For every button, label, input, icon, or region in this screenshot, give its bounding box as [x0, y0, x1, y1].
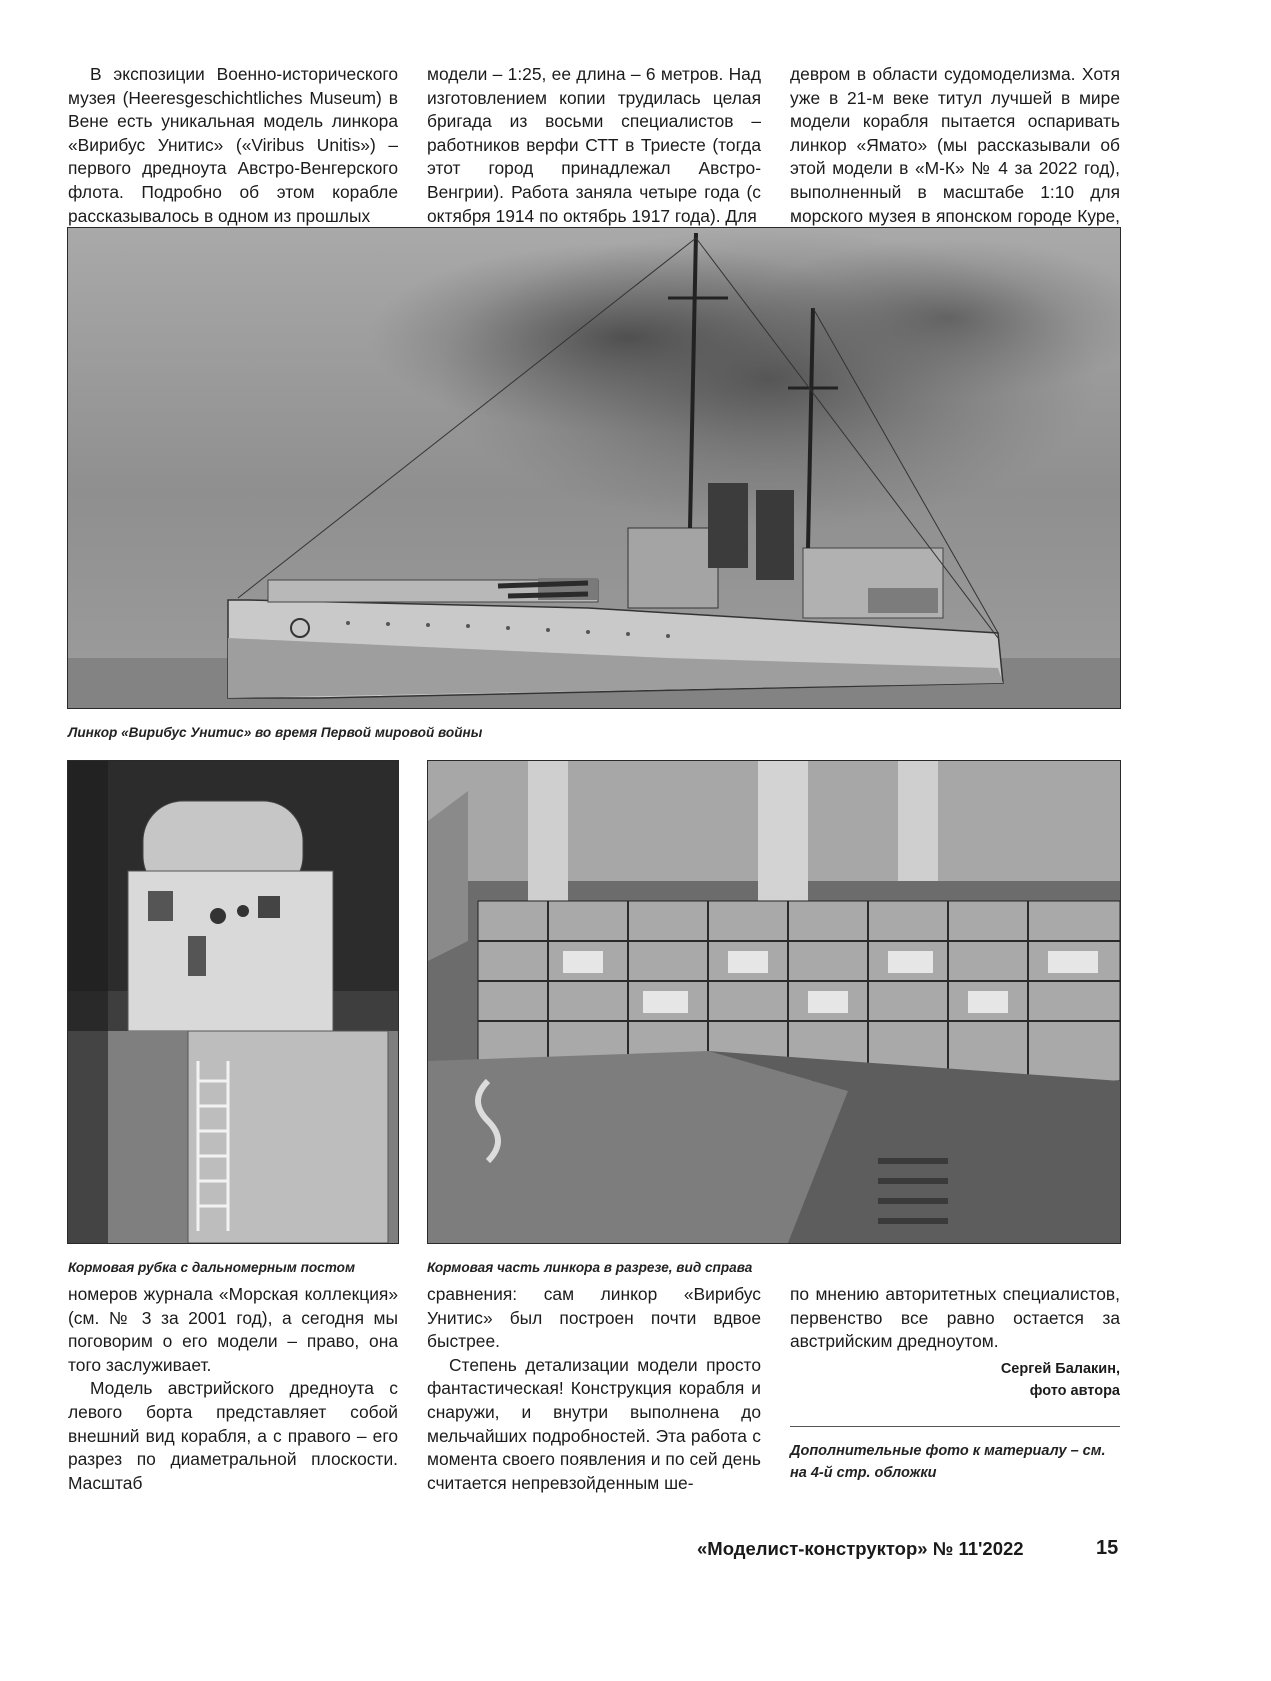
bottom-column-3 — [790, 1283, 1120, 1402]
top-column-1 — [68, 63, 398, 228]
photo-credit: фото автора — [1029, 1382, 1120, 1399]
top-column-2 — [427, 63, 761, 228]
author-name: Сергей Балакин, — [1000, 1360, 1120, 1377]
magazine-issue: «Моделист-конструктор» № 11'2022 — [697, 1538, 1024, 1559]
bottom-column-2-paragraph-1: сравнения: сам линкор «Вирибус Унитис» был построен почти вдвое быстрее. — [427, 1284, 761, 1352]
top-column-1-text: В экспозиции Военно-исторического музея (Heeresgeschichtliches Museum) в Вене есть уникальная модель линкора «Вирибус Унитис» («Viribus Unitis») – первого дредноута Австро-Венгерского флота. Подробно об этом корабле рассказывалось в одном из прошлых — [68, 64, 398, 226]
top-column-3 — [790, 63, 1120, 252]
bottom-column-1 — [68, 1283, 398, 1495]
battleship-photo — [67, 227, 1121, 709]
bottom-column-3-paragraph-1: по мнению авторитетных специалистов, первенство все равно остается за австрийским дредноутом. — [790, 1284, 1120, 1352]
page-number: 15 — [1096, 1537, 1119, 1559]
cutaway-stern-photo — [427, 760, 1121, 1244]
bottom-column-1-paragraph-1: номеров журнала «Морская коллекция» (см. № 3 за 2001 год), а сегодня мы поговорим о его модели – право, она того заслуживает. — [68, 1284, 398, 1375]
top-column-2-text: модели – 1:25, ее длина – 6 метров. Над изготовлением копии трудилась целая бригада из восьми специалистов – работников верфи СТТ в Триесте (тогда этот город принадлежал Австро-Венгрии). Работа заняла четыре года (с октября 1914 по октябрь 1917 года). Для — [427, 64, 761, 226]
cutaway-stern-caption: Кормовая часть линкора в разрезе, вид справа — [427, 1260, 753, 1275]
signature-divider — [790, 1426, 1120, 1427]
top-column-3-text: девром в области судомоделизма. Хотя уже в 21-м веке титул лучшей в мире модели корабля пытается оспаривать линкор «Ямато» (мы рассказывали об этой модели в «М-К» № 4 за 2022 год), выполненный в масштабе 1:10 для морского музея в японском городе Куре, — [790, 64, 1120, 226]
extra-photos-note: Дополнительные фото к материалу – см. на 4-й стр. обложки — [790, 1443, 1106, 1481]
bottom-column-1-paragraph-2: Модель австрийского дредноута с левого борта представляет собой внешний вид корабля, а с правого – его разрез по диаметральной плоскости. Масштаб — [68, 1378, 398, 1493]
bottom-column-2-paragraph-2: Степень детализации модели просто фантастическая! Конструкция корабля и снаружи, и внутри выполнена до мельчайших подробностей. Эта работа с момента своего появления и по сей день считается непревзойденным ше- — [427, 1354, 761, 1493]
conning-tower-caption: Кормовая рубка с дальномерным постом — [68, 1260, 356, 1275]
bottom-column-2 — [427, 1283, 761, 1495]
battleship-photo-caption: Линкор «Вирибус Унитис» во время Первой мировой войны — [68, 725, 483, 740]
conning-tower-photo — [67, 760, 399, 1244]
